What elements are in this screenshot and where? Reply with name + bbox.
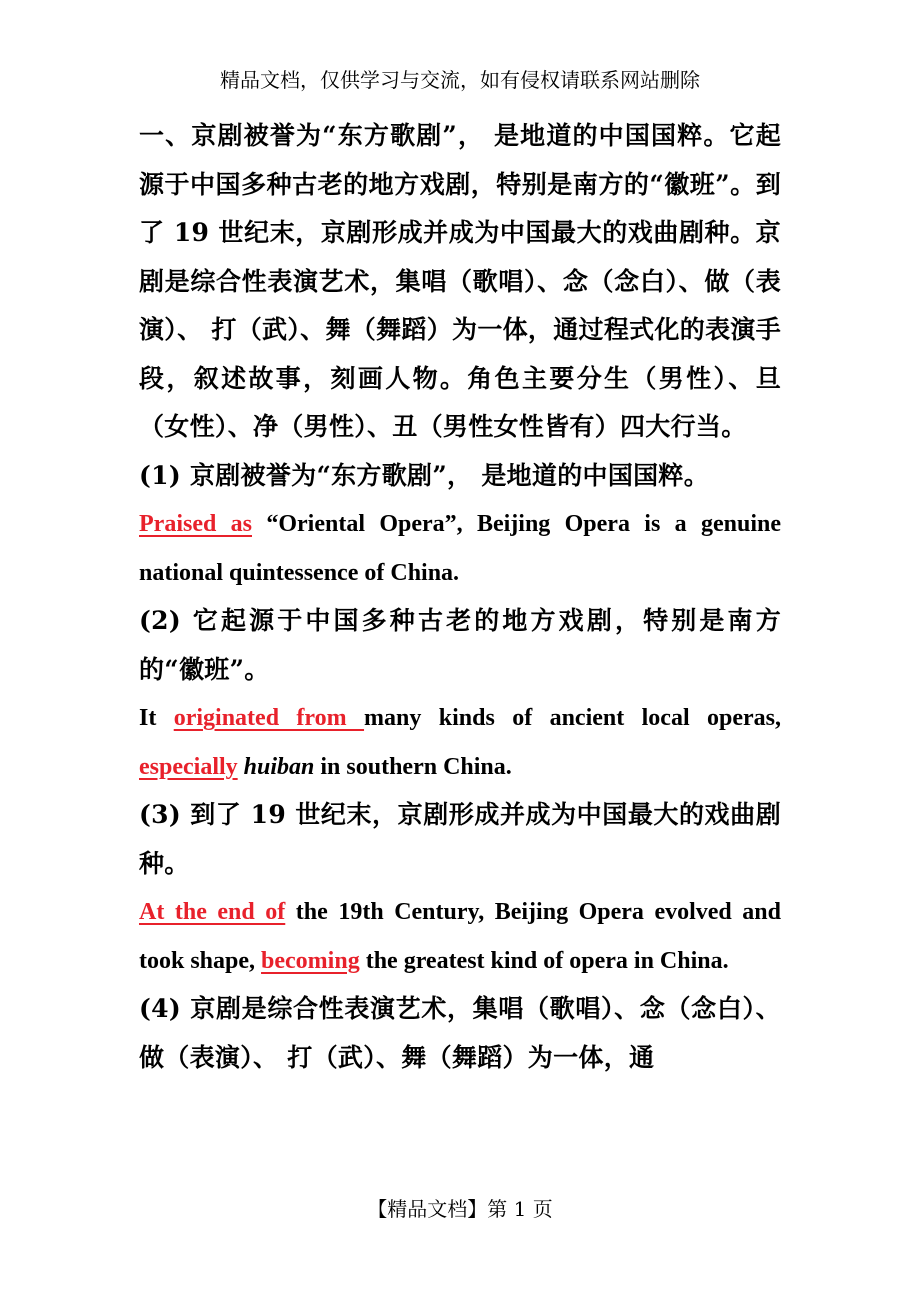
highlight-becoming: becoming xyxy=(261,947,360,974)
italic-huiban: huiban xyxy=(243,753,315,780)
item-3-english-rest: the greatest kind of opera in China. xyxy=(359,947,729,974)
highlight-originated-from: originated from xyxy=(173,705,365,731)
item-3-english-middle: the 19th Century, Beijing Opera evolved and took shape, xyxy=(139,899,781,974)
highlight-praised-as: Praised as xyxy=(139,511,252,537)
item-2-chinese: (2) 它起源于中国多种古老的地方戏剧，特别是南方的“徽班”。 xyxy=(139,606,781,684)
item-3-english xyxy=(139,888,781,985)
page-footer: 【精品文档】第 1 页 xyxy=(367,1197,553,1221)
item-3-chinese: (3) 到了 19 世纪末，京剧形成并成为中国最大的戏曲剧种。 xyxy=(139,800,781,878)
intro-paragraph: 一、京剧被誉为“东方歌剧”， 是地道的中国国粹。它起源于中国多种古老的地方戏剧，特别是南方的“徽班”。到了 19 世纪末，京剧形成并成为中国最大的戏曲剧种。京剧是综合性表演艺术，集唱（歌唱）、念（念白）、做（表演）、 打（武）、舞（舞蹈）为一体，通过程式化的表演手段，叙述故事，刻画人物。角色主要分生（男性）、旦（女性）、净（男性）、丑（男性女性皆有）四大行当。 xyxy=(139,121,781,441)
item-1-english xyxy=(139,500,781,597)
item-2-english-rest: in southern China. xyxy=(314,753,512,780)
highlight-especially: especially xyxy=(139,753,238,780)
item-2-english xyxy=(139,694,781,791)
item-1-english-text: “Oriental Opera”, Beijing Opera is a genuine national quintessence of China. xyxy=(139,511,781,586)
item-4-chinese: (4) 京剧是综合性表演艺术，集唱（歌唱）、念（念白）、做（表演）、 打（武）、舞（舞蹈）为一体，通 xyxy=(139,994,781,1072)
item-2-english-prefix: It xyxy=(139,705,174,731)
page-header: 精品文档，仅供学习与交流，如有侵权请联系网站删除 xyxy=(220,68,700,92)
item-1-chinese: (1) 京剧被誉为“东方歌剧”， 是地道的中国国粹。 xyxy=(139,460,710,490)
document-body xyxy=(139,112,781,1082)
highlight-at-the-end-of: At the end of xyxy=(139,899,286,925)
item-2-english-middle: many kinds of ancient local operas, xyxy=(364,705,781,731)
